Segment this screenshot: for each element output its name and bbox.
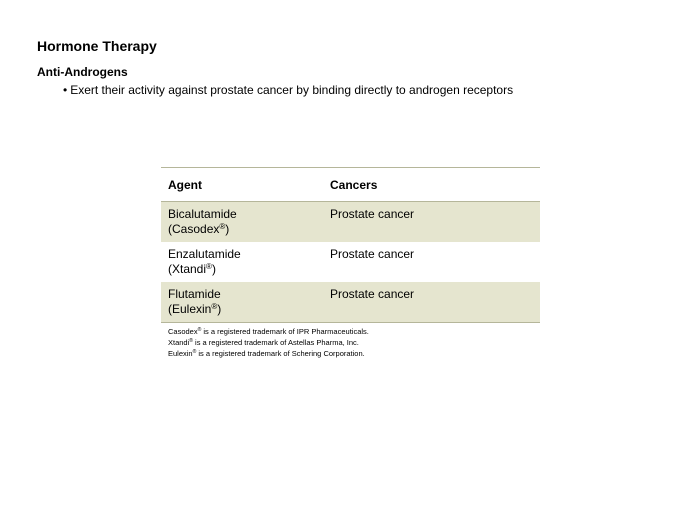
registered-mark: ® bbox=[192, 349, 197, 355]
footnote-text: is a registered trademark of Schering Corporation. bbox=[196, 349, 365, 358]
table-row bbox=[161, 202, 540, 243]
column-header-cancers: Cancers bbox=[323, 168, 540, 202]
cancer-cell: Prostate cancer bbox=[323, 202, 540, 243]
agents-table bbox=[161, 167, 540, 323]
column-header-agent: Agent bbox=[161, 168, 323, 202]
registered-mark: ® bbox=[211, 302, 218, 311]
agent-cell: Enzalutamide (Xtandi®) bbox=[168, 247, 241, 276]
agent-name: Flutamide bbox=[168, 287, 221, 301]
footnote bbox=[168, 337, 540, 348]
agent-brand: Eulexin bbox=[172, 302, 212, 316]
bullet-text: Exert their activity against prostate cancer by binding directly to androgen receptors bbox=[70, 83, 514, 97]
agent-brand: Casodex bbox=[172, 222, 220, 236]
footnote bbox=[168, 326, 540, 337]
footnote-brand: Eulexin bbox=[168, 349, 193, 358]
trademark-footnotes bbox=[161, 326, 540, 359]
page-title: Hormone Therapy bbox=[37, 38, 157, 54]
section-heading: Anti-Androgens bbox=[37, 65, 128, 79]
footnote-text: is a registered trademark of IPR Pharmaceuticals. bbox=[201, 327, 369, 336]
bullet-item bbox=[63, 82, 513, 98]
agents-table-container bbox=[161, 167, 540, 359]
agent-cell: Bicalutamide (Casodex®) bbox=[161, 202, 323, 243]
agent-brand: Xtandi bbox=[172, 262, 207, 276]
bullet-dot: • bbox=[63, 83, 68, 97]
agent-name: Bicalutamide bbox=[168, 207, 237, 221]
table-row bbox=[161, 282, 540, 323]
footnote bbox=[168, 348, 540, 359]
footnote-brand: Casodex bbox=[168, 327, 198, 336]
cancer-cell: Prostate cancer bbox=[330, 247, 415, 261]
registered-mark: ® bbox=[206, 262, 212, 271]
registered-mark: ® bbox=[189, 338, 193, 344]
table-header-row bbox=[161, 168, 540, 202]
agent-cell: Flutamide (Eulexin®) bbox=[161, 282, 323, 323]
table-row bbox=[161, 242, 540, 282]
registered-mark: ® bbox=[197, 327, 202, 333]
registered-mark: ® bbox=[219, 222, 226, 231]
footnote-brand: Xtandi bbox=[168, 338, 190, 347]
footnote-text: is a registered trademark of Astellas Pharma, Inc. bbox=[192, 338, 359, 347]
agent-name: Enzalutamide bbox=[168, 247, 241, 261]
cancer-cell: Prostate cancer bbox=[323, 282, 540, 323]
